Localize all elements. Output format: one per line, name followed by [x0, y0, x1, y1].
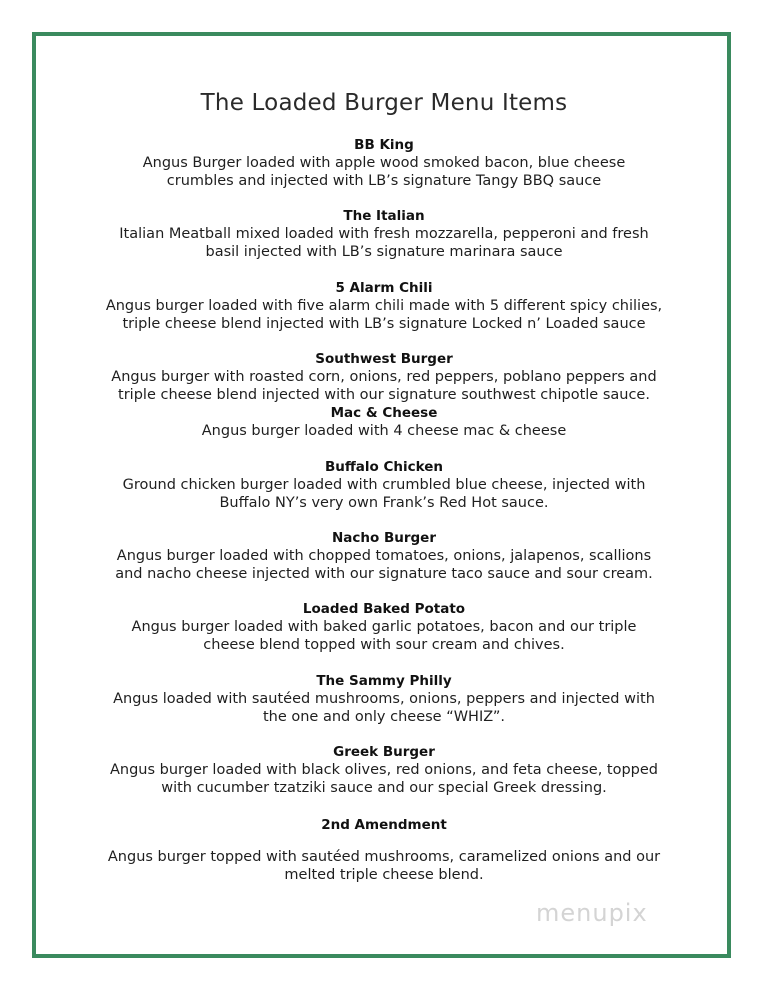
item-description: Ground chicken burger loaded with crumbled blue cheese, injected with	[122, 477, 646, 493]
item-description: Angus Burger loaded with apple wood smoked bacon, blue cheese	[142, 155, 626, 171]
item-name: The Italian	[343, 208, 425, 224]
item-description: melted triple cheese blend.	[284, 867, 484, 883]
item-description: Buffalo NY’s very own Frank’s Red Hot sauce.	[219, 495, 549, 511]
item-name: 2nd Amendment	[321, 817, 447, 833]
item-name: 5 Alarm Chili	[335, 280, 433, 296]
menupix-watermark: menupix	[536, 899, 648, 927]
menu-item-2nd-amendment	[60, 816, 708, 884]
menu-item-the-sammy-philly	[60, 672, 708, 726]
item-name: Greek Burger	[333, 744, 435, 760]
menu-item-greek-burger	[60, 743, 708, 797]
menu-item-southwest-burger	[60, 350, 708, 404]
item-description: Angus burger loaded with five alarm chili made with 5 different spicy chilies,	[105, 298, 663, 314]
item-description: Angus burger with roasted corn, onions, red peppers, poblano peppers and	[111, 369, 657, 385]
item-description: triple cheese blend injected with our signature southwest chipotle sauce.	[118, 387, 650, 403]
item-description: the one and only cheese “WHIZ”.	[262, 709, 506, 725]
menu-item-5-alarm-chili	[60, 279, 708, 333]
menu-title: The Loaded Burger Menu Items	[200, 90, 568, 116]
menu-item-mac-and-cheese	[60, 404, 708, 440]
item-name: The Sammy Philly	[316, 673, 452, 689]
item-name: Nacho Burger	[331, 530, 437, 546]
item-description: Angus burger topped with sautéed mushrooms, caramelized onions and our	[107, 849, 661, 865]
item-description: Angus loaded with sautéed mushrooms, onions, peppers and injected with	[113, 691, 655, 707]
item-name: BB King	[354, 137, 414, 153]
item-description: cheese blend topped with sour cream and chives.	[203, 637, 565, 653]
item-description: Angus burger loaded with 4 cheese mac & cheese	[201, 423, 567, 439]
item-description: Angus burger loaded with baked garlic potatoes, bacon and our triple	[131, 619, 637, 635]
item-description: with cucumber tzatziki sauce and our special Greek dressing.	[161, 780, 607, 796]
item-description: basil injected with LB’s signature marinara sauce	[205, 244, 563, 260]
item-description: triple cheese blend injected with LB’s signature Locked n’ Loaded sauce	[122, 316, 646, 332]
item-description: Angus burger loaded with chopped tomatoes, onions, jalapenos, scallions	[116, 548, 652, 564]
item-description: crumbles and injected with LB’s signature Tangy BBQ sauce	[166, 173, 602, 189]
menu-item-bb-king	[60, 136, 708, 190]
menu-item-loaded-baked-potato	[60, 600, 708, 654]
menu-item-buffalo-chicken	[60, 458, 708, 512]
menu-item-the-italian	[60, 207, 708, 261]
item-name: Buffalo Chicken	[324, 459, 444, 475]
item-name: Southwest Burger	[315, 351, 453, 367]
item-description: Italian Meatball mixed loaded with fresh mozzarella, pepperoni and fresh	[119, 226, 649, 242]
item-description: and nacho cheese injected with our signature taco sauce and sour cream.	[115, 566, 653, 582]
item-description: Angus burger loaded with black olives, red onions, and feta cheese, topped	[109, 762, 659, 778]
menu-item-nacho-burger	[60, 529, 708, 583]
item-name: Loaded Baked Potato	[302, 601, 466, 617]
item-name: Mac & Cheese	[330, 405, 438, 421]
